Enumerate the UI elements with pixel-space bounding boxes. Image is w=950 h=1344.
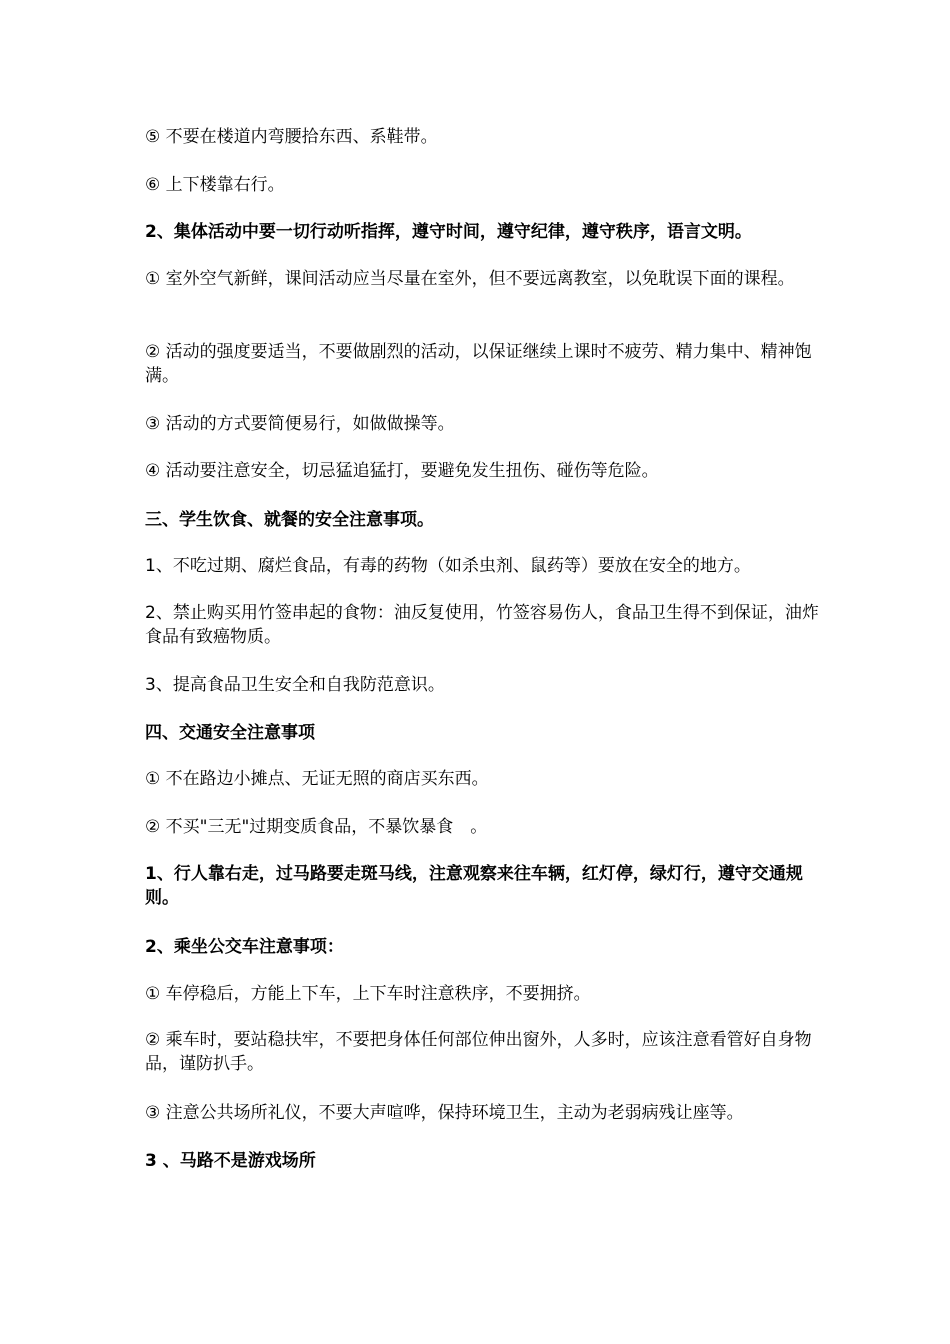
heading-group-activities: 2、集体活动中要一切行动听指挥，遵守时间，遵守纪律，遵守秩序，语言文明。 bbox=[145, 222, 752, 242]
heading-road-not-playground: 3 、马路不是游戏场所 bbox=[145, 1151, 316, 1171]
paragraph-stairs-no-bending: ⑤ 不要在楼道内弯腰拾东西、系鞋带。 bbox=[145, 127, 438, 147]
paragraph-activity-method: ③ 活动的方式要简便易行，如做做操等。 bbox=[145, 414, 455, 434]
paragraph-expired-food: 1、不吃过期、腐烂食品，有毒的药物（如杀虫剂、鼠药等）要放在安全的地方。 bbox=[145, 556, 751, 576]
paragraph-activity-safety: ④ 活动要注意安全，切忌猛追猛打，要避免发生扭伤、碰伤等危险。 bbox=[145, 461, 659, 481]
heading-bus-safety: 2、乘坐公交车注意事项： bbox=[145, 937, 344, 957]
paragraph-three-no-food: ② 不买"三无"过期变质食品，不暴饮暴食 。 bbox=[145, 817, 488, 837]
paragraph-stairs-keep-right: ⑥ 上下楼靠右行。 bbox=[145, 175, 285, 195]
heading-pedestrian-rules: 1、行人靠右走，过马路要走斑马线，注意观察来往车辆，红灯停，绿灯行，遵守交通规则。 bbox=[145, 864, 803, 908]
paragraph-activity-intensity: ② 活动的强度要适当，不要做剧烈的活动，以保证继续上课时不疲劳、精力集中、精神饱满。 bbox=[145, 342, 812, 386]
heading-diet-safety: 三、学生饮食、就餐的安全注意事项。 bbox=[145, 510, 434, 530]
paragraph-public-etiquette: ③ 注意公共场所礼仪，不要大声喧哗，保持环境卫生，主动为老弱病残让座等。 bbox=[145, 1103, 744, 1123]
paragraph-skewer-food: 2、禁止购买用竹签串起的食物：油反复使用，竹签容易伤人，食品卫生得不到保证，油炸食品有致癌物质。 bbox=[145, 603, 819, 647]
paragraph-outdoor-air: ① 室外空气新鲜，课间活动应当尽量在室外，但不要远离教室，以免耽误下面的课程。 bbox=[145, 269, 795, 289]
paragraph-bus-riding: ② 乘车时，要站稳扶牢，不要把身体任何部位伸出窗外，人多时，应该注意看管好自身物品，谨防扒手。 bbox=[145, 1030, 812, 1074]
heading-traffic-safety: 四、交通安全注意事项 bbox=[145, 723, 315, 743]
paragraph-food-awareness: 3、提高食品卫生安全和自我防范意识。 bbox=[145, 675, 445, 695]
paragraph-street-vendors: ① 不在路边小摊点、无证无照的商店买东西。 bbox=[145, 769, 489, 789]
paragraph-bus-boarding: ① 车停稳后，方能上下车，上下车时注意秩序，不要拥挤。 bbox=[145, 984, 591, 1004]
